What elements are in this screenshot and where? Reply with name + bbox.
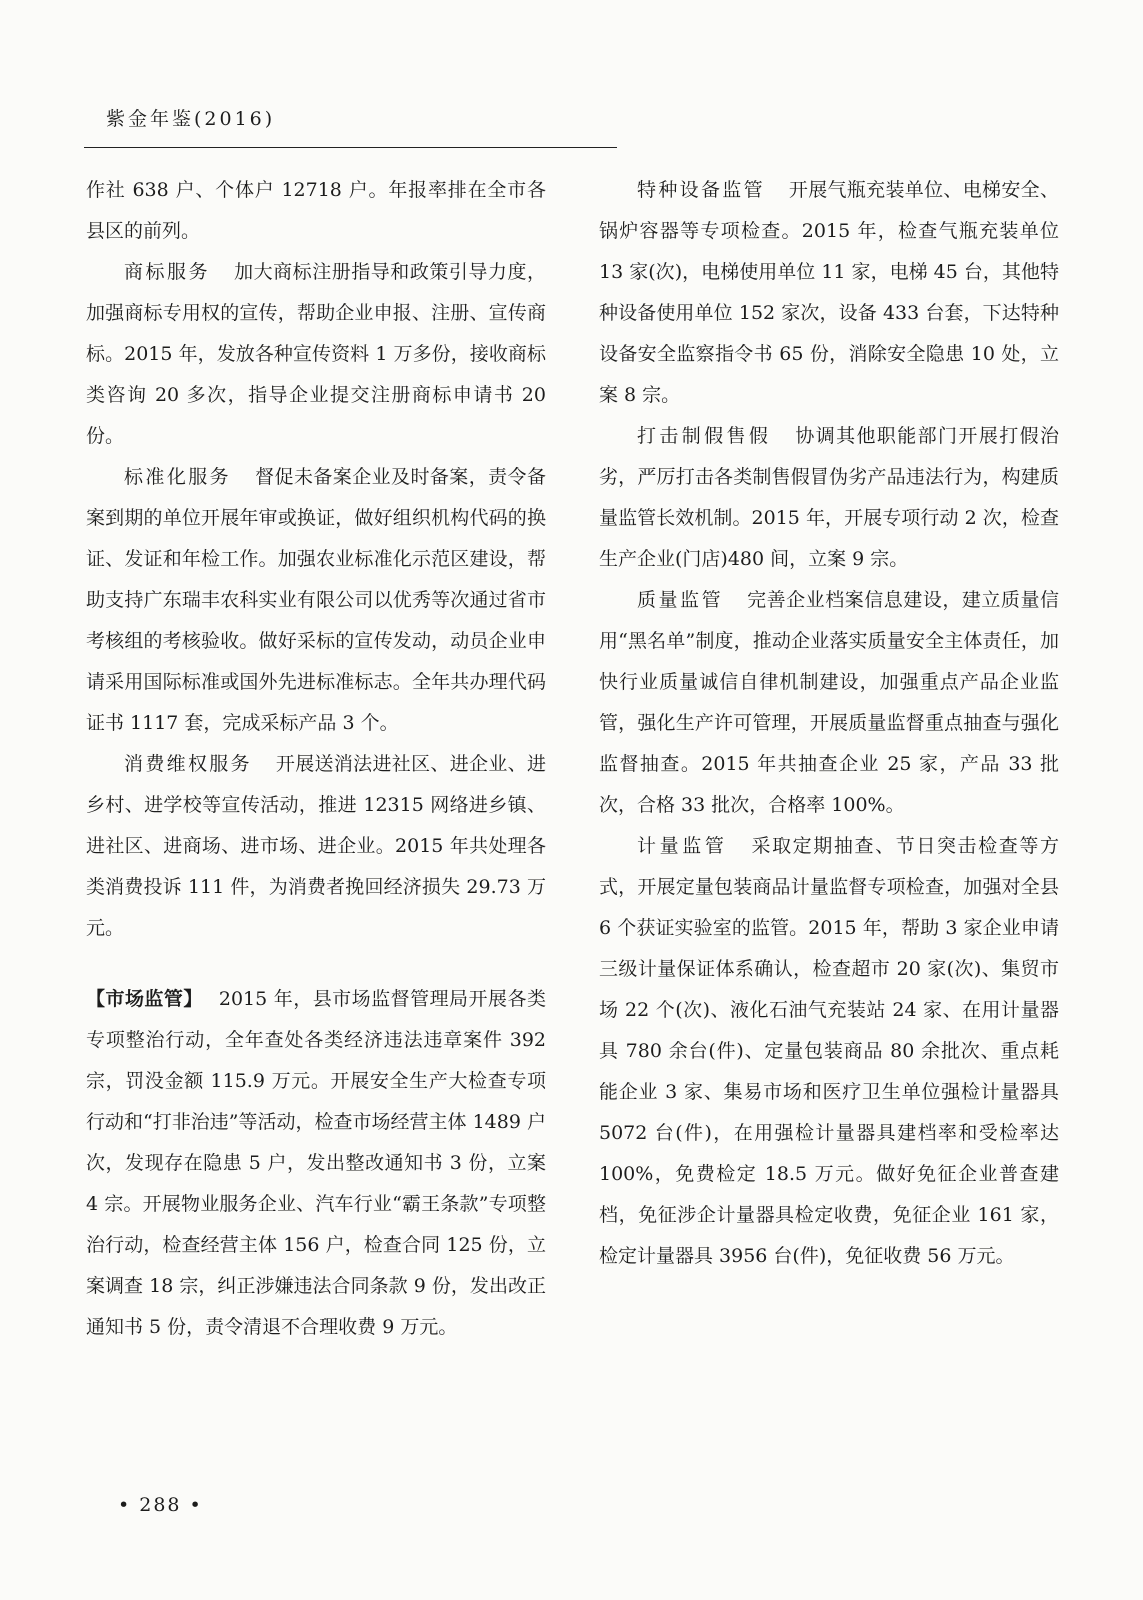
paragraph-quality-supervision [599,580,1059,826]
header-rule [84,147,617,148]
section-gap [86,949,546,979]
right-column [599,170,1059,1277]
paragraph-anti-counterfeit [599,416,1059,580]
paragraph-special-equipment [599,170,1059,416]
paragraph-text: 协调其他职能部门开展打假治劣，严厉打击各类制售假冒伪劣产品违法行为，构建质量监管长效机制。2015 年，开展专项行动 2 次，检查生产企业(门店)480 间，立案 9 宗。 [599,425,1059,570]
paragraph-continued: 作社 638 户、个体户 12718 户。年报率排在全市各县区的前列。 [86,179,546,242]
paragraph-trademark-service [86,252,546,457]
paragraph-keyword: 消费维权服务 [124,753,252,775]
paragraph-text: 开展气瓶充装单位、电梯安全、锅炉容器等专项检查。2015 年，检查气瓶充装单位 13 家(次)，电梯使用单位 11 家，电梯 45 台，其他特种设备使用单位 152 家次，设备 433 台套，下达特种设备安全监察指令书 65 份，消除安全隐患 10 处，立案 8 宗。 [599,179,1059,406]
running-header: 紫金年鉴(2016) [106,108,276,130]
paragraph-text: 采取定期抽查、节日突击检查等方式，开展定量包装商品计量监督专项检查，加强对全县 6 个获证实验室的监管。2015 年，帮助 3 家企业申请三级计量保证体系确认，检查超市 20 家(次)、集贸市场 22 个(次)、液化石油气充装站 24 家、在用计量器具 780 余台(件)、定量包装商品 80 余批次、重点耗能企业 3 家、集易市场和医疗卫生单位强检计量器具 5072 台(件)，在用强检计量器具建档率和受检率达 100%，免费检定 18.5 万元。做好免征企业普查建档，免征涉企计量器具检定收费，免征企业 161 家，检定计量器具 3956 台(件)，免征收费 56 万元。 [599,835,1059,1267]
paragraph-text: 完善企业档案信息建设，建立质量信用“黑名单”制度，推动企业落实质量安全主体责任，加快行业质量诚信自律机制建设，加强重点产品企业监管，强化生产许可管理，开展质量监督重点抽查与强化监督抽查。2015 年共抽查企业 25 家，产品 33 批次，合格 33 批次，合格率 100%。 [599,589,1059,816]
paragraph-market-supervision [86,979,546,1348]
paragraph-text: 加大商标注册指导和政策引导力度，加强商标专用权的宣传，帮助企业申报、注册、宣传商标。2015 年，发放各种宣传资料 1 万多份，接收商标类咨询 20 多次，指导企业提交注册商标申请书 20 份。 [86,261,546,447]
paragraph-text: 开展送消法进社区、进企业、进乡村、进学校等宣传活动，推进 12315 网络进乡镇、进社区、进商场、进市场、进企业。2015 年共处理各类消费投诉 111 件，为消费者挽回经济损失 29.73 万元。 [86,753,546,939]
paragraph-keyword: 计量监管 [637,835,728,857]
paragraph-keyword: 特种设备监管 [637,179,765,201]
section-title: 【市场监管】 [86,988,203,1010]
paragraph-metrology-supervision [599,826,1059,1277]
paragraph-consumer-rights-service [86,744,546,949]
paragraph-text: 2015 年，县市场监督管理局开展各类专项整治行动，全年查处各类经济违法违章案件 392 宗，罚没金额 115.9 万元。开展安全生产大检查专项行动和“打非治违”等活动，检查市场经营主体 1489 户次，发现存在隐患 5 户，发出整改通知书 3 份，立案 4 宗。开展物业服务企业、汽车行业“霸王条款”专项整治行动，检查经营主体 156 户，检查合同 125 份，立案调查 18 宗，纠正涉嫌违法合同条款 9 份，发出改正通知书 5 份，责令清退不合理收费 9 万元。 [86,988,546,1338]
paragraph-text: 督促未备案企业及时备案，责令备案到期的单位开展年审或换证，做好组织机构代码的换证、发证和年检工作。加强农业标准化示范区建设，帮助支持广东瑞丰农科实业有限公司以优秀等次通过省市考核组的考核验收。做好采标的宣传发动，动员企业申请采用国际标准或国外先进标准标志。全年共办理代码证书 1117 套，完成采标产品 3 个。 [86,466,546,734]
paragraph-keyword: 商标服务 [124,261,211,283]
paragraph-standardization-service [86,457,546,744]
paragraph-keyword: 打击制假售假 [637,425,772,447]
paragraph-keyword: 质量监管 [637,589,724,611]
page-number: • 288 • [118,1494,203,1516]
left-column [86,170,546,1348]
paragraph-keyword: 标准化服务 [124,466,232,488]
